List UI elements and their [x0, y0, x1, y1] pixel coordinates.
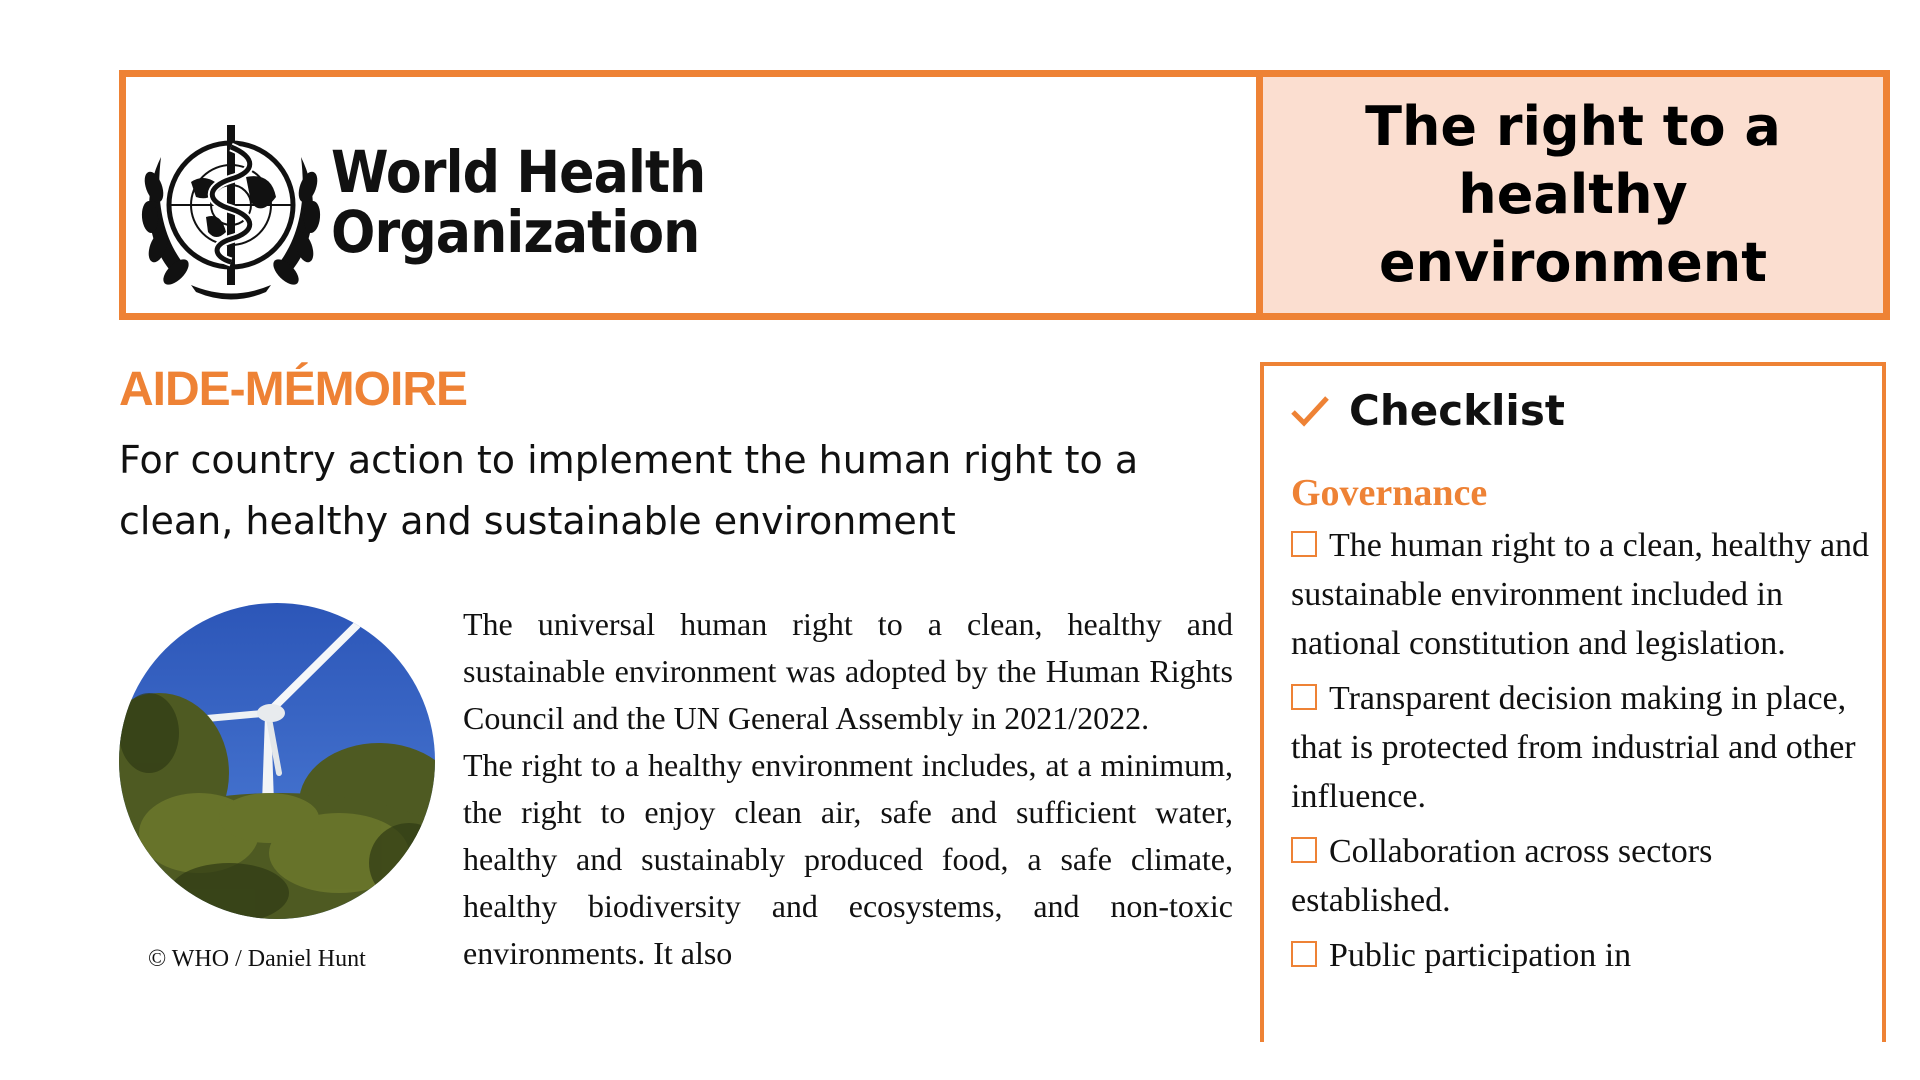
checkbox[interactable] [1291, 531, 1317, 557]
checklist-panel [1260, 362, 1886, 1042]
checklist-items [1291, 521, 1876, 986]
title-panel [1256, 77, 1883, 313]
aide-memoire-label: AIDE-MÉMOIRE [119, 363, 467, 416]
checklist-item: The human right to a clean, healthy and sustainable environment included in national constitution and legislation. [1291, 527, 1870, 662]
photo-caption: © WHO / Daniel Hunt [148, 946, 366, 972]
checkmark-icon [1289, 392, 1331, 430]
checklist-item: Collaboration across sectors established. [1291, 833, 1713, 919]
checklist-item: Transparent decision making in place, that is protected from industrial and other influence. [1291, 680, 1856, 815]
body-paragraph-1: The universal human right to a clean, healthy and sustainable environment was adopted by the Human Rights Council and the UN General Assembly in 2021/2022. [463, 606, 1233, 736]
checkbox[interactable] [1291, 684, 1317, 710]
who-emblem-icon [136, 117, 326, 302]
checkbox[interactable] [1291, 837, 1317, 863]
checklist-title: Checklist [1349, 386, 1565, 435]
body-paragraph-2: The right to a healthy environment includes, at a minimum, the right to enjoy clean air, safe and sufficient water, healthy and sustainably produced food, a safe climate, healthy biodiversity and ecosystems, and non-toxic environments. It also [463, 747, 1233, 971]
org-name-line1: World Health [331, 138, 706, 206]
document-title: The right to a healthy environment [1365, 95, 1781, 294]
header-box [119, 70, 1890, 320]
checklist-item: Public participation in [1291, 931, 1876, 980]
org-name [331, 138, 747, 266]
org-name-line2: Organization [331, 198, 700, 266]
wind-turbine-image [119, 603, 435, 919]
checklist-section-title: Governance [1291, 472, 1488, 514]
logo-panel [126, 77, 1256, 313]
checkbox[interactable] [1291, 941, 1317, 967]
wind-turbine-photo [119, 603, 435, 919]
checklist-header [1289, 386, 1565, 435]
body-text [463, 601, 1233, 977]
subtitle: For country action to implement the human right to a clean, healthy and sustainable environment [119, 438, 1139, 543]
